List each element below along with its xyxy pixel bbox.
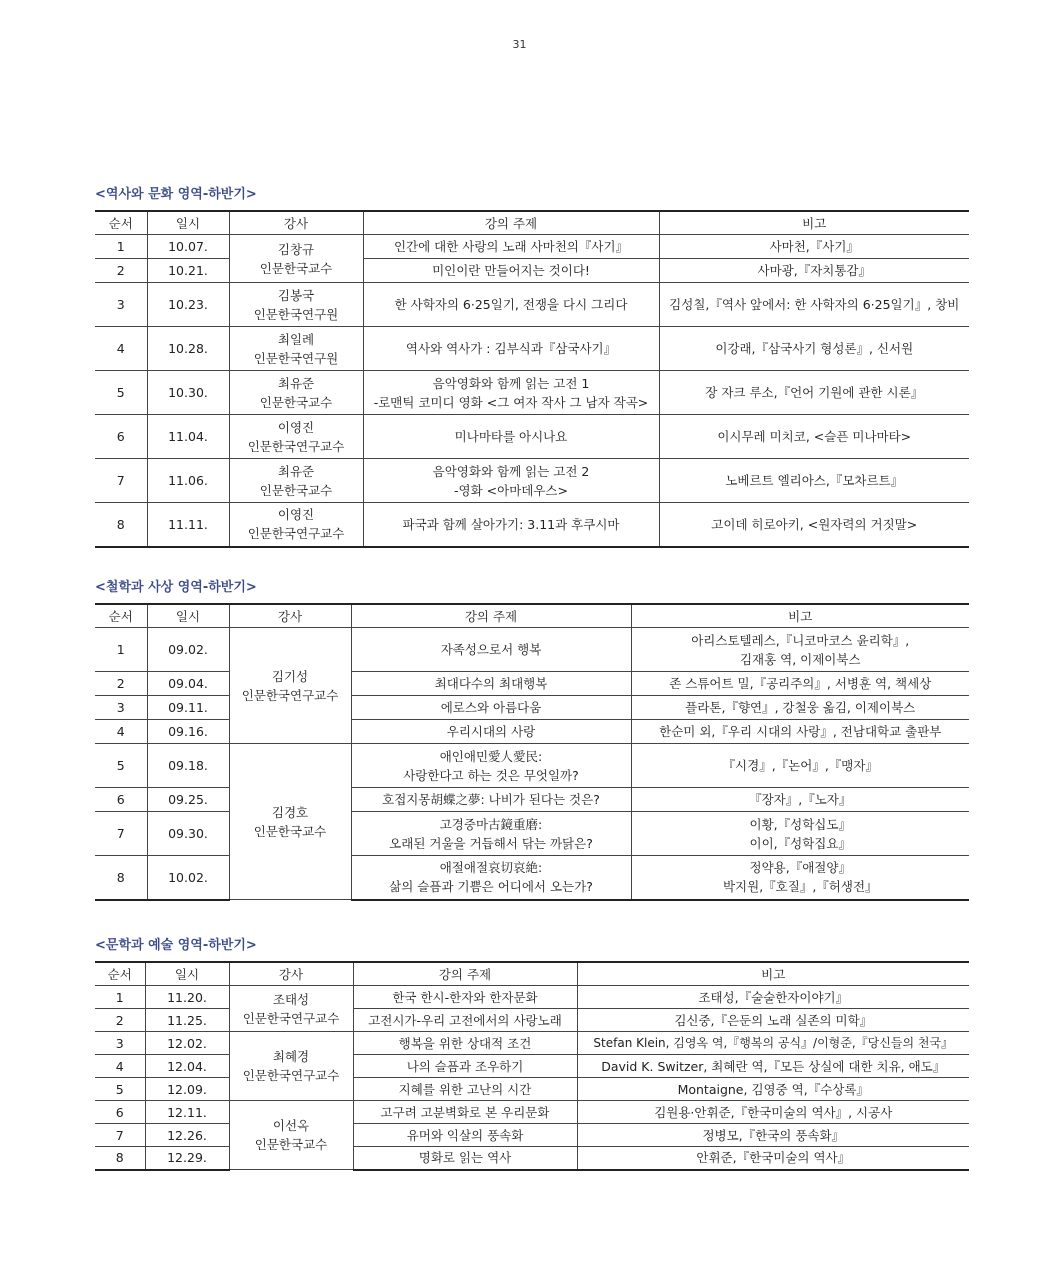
row-topic — [351, 744, 631, 788]
table-row — [95, 327, 969, 371]
header-note: 비고 — [659, 211, 969, 235]
lecturer-name: 이선옥 — [272, 1118, 310, 1133]
row-no: 7 — [95, 459, 147, 503]
header-date: 일시 — [147, 211, 229, 235]
table-row — [95, 1078, 969, 1101]
topic-line: 음악영화와 함께 읽는 고전 2 — [432, 463, 590, 479]
row-no: 5 — [95, 744, 147, 788]
row-topic: 인간에 대한 사랑의 노래 사마천의『사기』 — [363, 235, 659, 259]
topic-line: 삶의 슬픔과 기쁨은 어디에서 오는가? — [389, 879, 593, 895]
lecturer-title: 인문한국교수 — [259, 394, 333, 410]
row-no: 3 — [95, 283, 147, 327]
row-topic: 호접지몽胡蝶之夢: 나비가 된다는 것은? — [351, 788, 631, 812]
table-row — [95, 1101, 969, 1124]
table-header-row — [95, 604, 969, 628]
row-note: 『장자』,『노자』 — [631, 788, 969, 812]
table-row — [95, 1032, 969, 1055]
table-row — [95, 672, 969, 696]
row-no: 1 — [95, 235, 147, 259]
row-date: 11.20. — [145, 986, 229, 1009]
header-no: 순서 — [95, 604, 147, 628]
row-note: David K. Switzer, 최혜란 역,『모든 상실에 대한 치유, 애도』 — [577, 1055, 969, 1078]
table-row — [95, 283, 969, 327]
header-lecturer: 강사 — [229, 604, 351, 628]
row-topic: 미인이란 만들어지는 것이다! — [363, 259, 659, 283]
row-note — [631, 812, 969, 856]
table-header-row — [95, 211, 969, 235]
topic-line: 애절애절哀切哀絶: — [439, 860, 543, 876]
row-no: 7 — [95, 812, 147, 856]
row-no: 1 — [95, 628, 147, 672]
row-date: 09.16. — [147, 720, 229, 744]
row-lecturer — [229, 1101, 353, 1170]
row-date: 10.07. — [147, 235, 229, 259]
note-line: 이이,『성학집요』 — [749, 835, 851, 851]
row-date: 10.02. — [147, 856, 229, 900]
row-lecturer — [229, 235, 363, 283]
table-row — [95, 720, 969, 744]
table-row — [95, 259, 969, 283]
note-line: 박지원,『호질』,『허생전』 — [722, 879, 878, 895]
note-line: 아리스토텔레스,『니코마코스 윤리학』, — [691, 632, 910, 648]
row-note: 김원용·안휘준,『한국미술의 역사』, 시공사 — [577, 1101, 969, 1124]
table-row — [95, 986, 969, 1009]
row-date: 12.26. — [145, 1124, 229, 1147]
lecturer-name: 이영진 — [277, 419, 315, 435]
row-lecturer — [229, 283, 363, 327]
row-topic: 지혜를 위한 고난의 시간 — [353, 1078, 577, 1101]
row-no: 6 — [95, 788, 147, 812]
row-note: 사마천,『사기』 — [659, 235, 969, 259]
row-no: 6 — [95, 415, 147, 459]
row-date: 10.21. — [147, 259, 229, 283]
lecturer-title: 인문한국연구교수 — [242, 1010, 340, 1026]
row-note: Montaigne, 김영중 역,『수상록』 — [577, 1078, 969, 1101]
row-date: 12.02. — [145, 1032, 229, 1055]
row-note: 존 스튜어트 밀,『공리주의』, 서병훈 역, 책세상 — [631, 672, 969, 696]
row-no: 8 — [95, 1147, 145, 1170]
note-line: 이황,『성학십도』 — [749, 816, 851, 832]
topic-line: 음악영화와 함께 읽는 고전 1 — [432, 375, 590, 391]
section-title: <역사와 문화 영역-하반기> — [95, 187, 257, 202]
lecturer-name: 이영진 — [277, 507, 315, 523]
row-date: 11.25. — [145, 1009, 229, 1032]
row-lecturer — [229, 986, 353, 1032]
header-date: 일시 — [147, 604, 229, 628]
row-topic: 에로스와 아름다움 — [351, 696, 631, 720]
row-note: 한순미 외,『우리 시대의 사랑』, 전남대학교 출판부 — [631, 720, 969, 744]
row-date: 09.02. — [147, 628, 229, 672]
literature-art-section — [95, 935, 969, 1171]
lecturer-title: 인문한국교수 — [259, 260, 333, 276]
row-no: 7 — [95, 1124, 145, 1147]
row-lecturer — [229, 628, 351, 744]
row-date: 11.11. — [147, 503, 229, 547]
lecturer-title: 인문한국연구교수 — [241, 687, 339, 703]
row-lecturer — [229, 327, 363, 371]
table-row — [95, 1147, 969, 1170]
row-note: 사마광,『자치통감』 — [659, 259, 969, 283]
lecturer-title: 인문한국연구교수 — [242, 1068, 340, 1083]
row-date: 12.04. — [145, 1055, 229, 1078]
lecturer-title: 인문한국연구교수 — [247, 526, 345, 542]
row-note: 김신중,『은둔의 노래 실존의 미학』 — [577, 1009, 969, 1032]
row-date: 09.30. — [147, 812, 229, 856]
header-topic: 강의 주제 — [363, 211, 659, 235]
history-culture-section — [95, 184, 969, 548]
section-title: <문학과 예술 영역-하반기> — [95, 938, 257, 953]
row-no: 4 — [95, 327, 147, 371]
lecture-table — [95, 210, 969, 548]
row-note: 장 자크 루소,『언어 기원에 관한 시론』 — [659, 371, 969, 415]
lecturer-title: 인문한국연구교수 — [247, 438, 345, 454]
row-no: 2 — [95, 1009, 145, 1032]
row-lecturer — [229, 459, 363, 503]
topic-line: 사랑한다고 하는 것은 무엇일까? — [403, 767, 579, 783]
row-date: 12.11. — [145, 1101, 229, 1124]
table-row — [95, 503, 969, 547]
row-no: 6 — [95, 1101, 145, 1124]
header-no: 순서 — [95, 211, 147, 235]
note-line: 정약용,『애절양』 — [749, 860, 851, 876]
lecturer-name: 김봉국 — [277, 287, 315, 303]
row-no: 5 — [95, 1078, 145, 1101]
row-topic: 미나마타를 아시나요 — [363, 415, 659, 459]
row-no: 2 — [95, 672, 147, 696]
row-date: 09.18. — [147, 744, 229, 788]
row-topic: 역사와 역사가 : 김부식과『삼국사기』 — [363, 327, 659, 371]
row-topic: 파국과 함께 살아가기: 3.11과 후쿠시마 — [363, 503, 659, 547]
row-lecturer — [229, 371, 363, 415]
header-date: 일시 — [145, 962, 229, 986]
row-no: 1 — [95, 986, 145, 1009]
row-note: 노베르트 엘리아스,『모차르트』 — [659, 459, 969, 503]
row-topic: 행복을 위한 상대적 조건 — [353, 1032, 577, 1055]
row-topic — [363, 459, 659, 503]
table-row — [95, 744, 969, 788]
row-lecturer — [229, 744, 351, 900]
topic-line: 오래된 거울을 거듭해서 닦는 까닭은? — [389, 835, 593, 851]
table-row — [95, 415, 969, 459]
row-note: 정병모,『한국의 풍속화』 — [577, 1124, 969, 1147]
row-topic: 나의 슬픔과 조우하기 — [353, 1055, 577, 1078]
lecturer-name: 조태성 — [272, 991, 310, 1007]
row-date: 10.23. — [147, 283, 229, 327]
row-topic — [363, 371, 659, 415]
lecturer-title: 인문한국연구원 — [253, 306, 339, 322]
row-note — [631, 628, 969, 672]
row-lecturer — [229, 1032, 353, 1101]
lecturer-name: 김기성 — [271, 668, 309, 684]
row-no: 3 — [95, 696, 147, 720]
header-topic: 강의 주제 — [351, 604, 631, 628]
row-topic: 명화로 읽는 역사 — [353, 1147, 577, 1170]
topic-line: -로맨틱 코미디 영화 <그 여자 작사 그 남자 작곡> — [373, 394, 649, 410]
lecturer-title: 인문한국교수 — [259, 482, 333, 498]
row-no: 4 — [95, 1055, 145, 1078]
row-date: 10.30. — [147, 371, 229, 415]
row-topic: 한 사학자의 6·25일기, 전쟁을 다시 그리다 — [363, 283, 659, 327]
row-note: 조태성,『술술한자이야기』 — [577, 986, 969, 1009]
row-topic: 고구려 고분벽화로 본 우리문화 — [353, 1101, 577, 1124]
row-topic — [351, 856, 631, 900]
topic-line: -영화 <아마데우스> — [454, 482, 568, 498]
row-topic — [351, 812, 631, 856]
lecturer-name: 최유준 — [277, 463, 315, 479]
table-row — [95, 1009, 969, 1032]
header-no: 순서 — [95, 962, 145, 986]
row-topic: 우리시대의 사랑 — [351, 720, 631, 744]
row-note: 이강래,『삼국사기 형성론』, 신서원 — [659, 327, 969, 371]
table-row — [95, 371, 969, 415]
philosophy-thought-section — [95, 577, 969, 901]
table-header-row — [95, 962, 969, 986]
table-row — [95, 696, 969, 720]
lecture-table — [95, 603, 969, 901]
row-topic: 고전시가-우리 고전에서의 사랑노래 — [353, 1009, 577, 1032]
row-note: Stefan Klein, 김영옥 역,『행복의 공식』/이형준,『당신들의 천국』 — [577, 1032, 969, 1055]
row-no: 8 — [95, 503, 147, 547]
row-date: 09.04. — [147, 672, 229, 696]
header-lecturer: 강사 — [229, 962, 353, 986]
row-topic: 한국 한시-한자와 한자문화 — [353, 986, 577, 1009]
header-note: 비고 — [577, 962, 969, 986]
lecturer-name: 최유준 — [277, 375, 315, 391]
topic-line: 고경중마古鏡重磨: — [439, 816, 543, 832]
lecturer-title: 인문한국교수 — [254, 1137, 328, 1152]
page-number: 31 — [512, 38, 527, 51]
row-lecturer — [229, 415, 363, 459]
row-lecturer — [229, 503, 363, 547]
row-topic: 최대다수의 최대행복 — [351, 672, 631, 696]
row-date: 09.11. — [147, 696, 229, 720]
row-note: 플라톤,『향연』, 강철웅 옮김, 이제이북스 — [631, 696, 969, 720]
row-note: 김성칠,『역사 앞에서: 한 사학자의 6·25일기』, 창비 — [659, 283, 969, 327]
header-topic: 강의 주제 — [353, 962, 577, 986]
topic-line: 애인애민愛人愛民: — [439, 748, 543, 764]
row-no: 8 — [95, 856, 147, 900]
row-no: 3 — [95, 1032, 145, 1055]
row-date: 11.04. — [147, 415, 229, 459]
note-line: 김재홍 역, 이제이북스 — [739, 651, 861, 667]
row-no: 4 — [95, 720, 147, 744]
row-date: 09.25. — [147, 788, 229, 812]
row-note: 『시경』,『논어』,『맹자』 — [631, 744, 969, 788]
lecturer-name: 김창규 — [277, 241, 315, 257]
lecturer-title: 인문한국연구원 — [253, 350, 339, 366]
row-no: 5 — [95, 371, 147, 415]
row-note: 이시무레 미치코, <슬픈 미나마타> — [659, 415, 969, 459]
row-date: 11.06. — [147, 459, 229, 503]
lecturer-name: 최일례 — [277, 331, 315, 347]
row-topic: 유머와 익살의 풍속화 — [353, 1124, 577, 1147]
lecturer-name: 김경호 — [271, 804, 309, 820]
row-note — [631, 856, 969, 900]
row-note: 고이데 히로아키, <원자력의 거짓말> — [659, 503, 969, 547]
header-note: 비고 — [631, 604, 969, 628]
table-row — [95, 856, 969, 900]
section-title: <철학과 사상 영역-하반기> — [95, 580, 257, 595]
header-lecturer: 강사 — [229, 211, 363, 235]
table-row — [95, 459, 969, 503]
table-row — [95, 235, 969, 259]
table-row — [95, 1124, 969, 1147]
lecturer-title: 인문한국교수 — [253, 823, 327, 839]
lecturer-name: 최혜경 — [272, 1049, 310, 1064]
table-row — [95, 788, 969, 812]
row-topic: 자족성으로서 행복 — [351, 628, 631, 672]
row-date: 12.09. — [145, 1078, 229, 1101]
lecture-table — [95, 961, 969, 1171]
table-row — [95, 628, 969, 672]
table-row — [95, 1055, 969, 1078]
row-date: 12.29. — [145, 1147, 229, 1170]
row-date: 10.28. — [147, 327, 229, 371]
row-no: 2 — [95, 259, 147, 283]
table-row — [95, 812, 969, 856]
row-note: 안휘준,『한국미술의 역사』 — [577, 1147, 969, 1170]
